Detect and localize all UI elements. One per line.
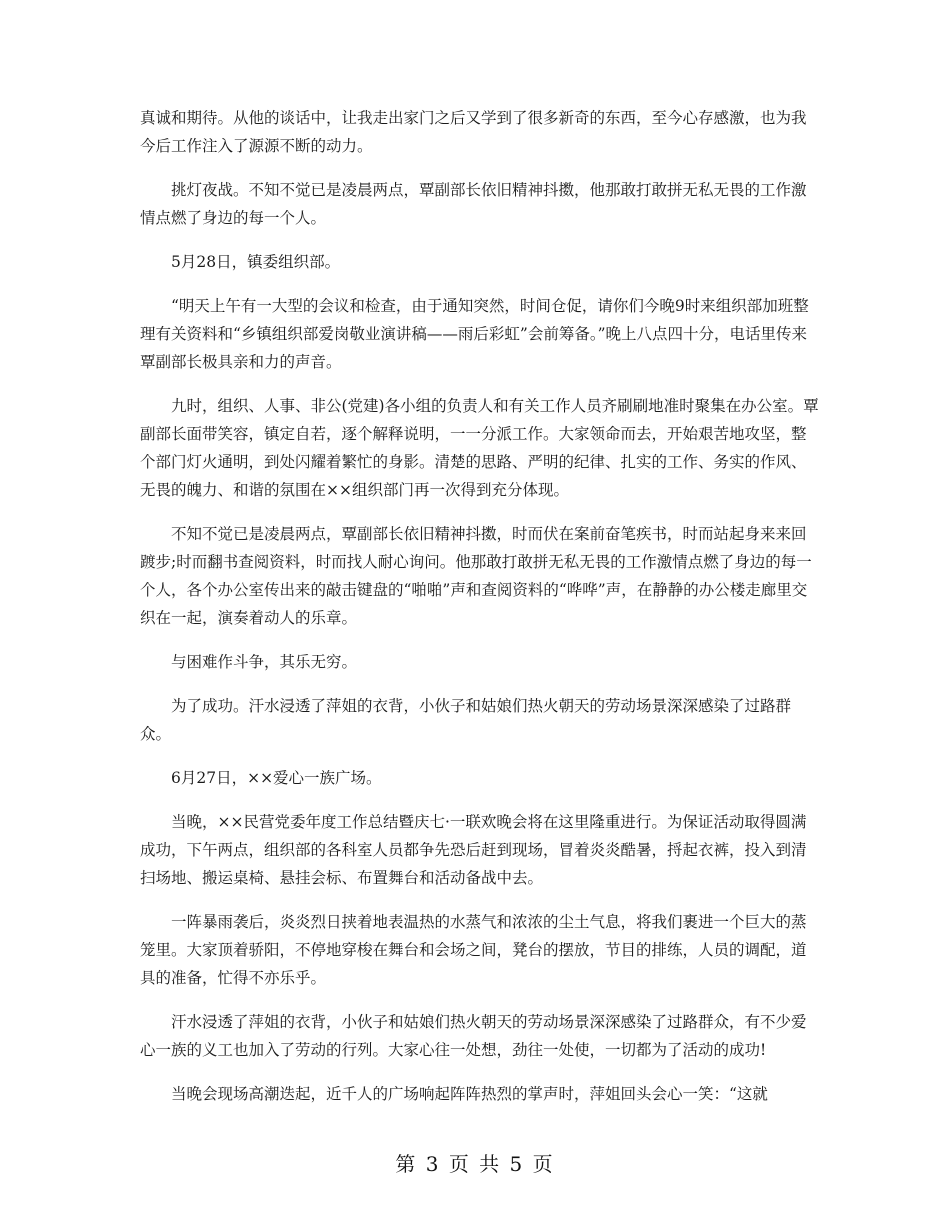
paragraph-11: 一阵暴雨袭后，炎炎烈日挟着地表温热的水蒸气和浓浓的尘土气息，将我们裹进一个巨大的蒸笼里。大家顶着骄阳，不停地穿梭在舞台和会场之间，凳台的摆放，节目的排练，人员的调配，道具的准备，忙得不亦乐乎。 — [140, 913, 807, 987]
paragraph-3: 5月28日，镇委组织部。 — [171, 253, 341, 271]
paragraph-13: 当晚会现场高潮迭起，近千人的广场响起阵阵热烈的掌声时，萍姐回头会心一笑：“这就 — [171, 1085, 768, 1103]
paragraph-10: 当晚，××民营党委年度工作总结暨庆七·一联欢晚会将在这里隆重进行。为保证活动取得圆满成功，下午两点，组织部的各科室人员都争先恐后赶到现场，冒着炎炎酷暑，捋起衣裤，投入到清扫场地、搬运桌椅、悬挂会标、布置舞台和活动备战中去。 — [140, 813, 807, 887]
paragraph-9: 6月27日，××爱心一族广场。 — [171, 769, 382, 787]
paragraph-12: 汗水浸透了萍姐的衣背，小伙子和姑娘们热火朝天的劳动场景深深感染了过路群众，有不少爱心一族的义工也加入了劳动的行列。大家心往一处想，劲往一处使，一切都为了活动的成功! — [140, 1013, 807, 1059]
paragraph-6: 不知不觉已是凌晨两点，覃副部长依旧精神抖擞，时而伏在案前奋笔疾书，时而站起身来来回踱步;时而翻书查阅资料，时而找人耐心询问。他那敢打敢拼无私无畏的工作激情点燃了身边的每一个人，各个办公室传出来的敲击键盘的“啪啪”声和查阅资料的“哗哗”声，在静静的办公楼走廊里交织在一起，演奏着动人的乐章。 — [140, 525, 812, 627]
paragraph-1: 真诚和期待。从他的谈话中，让我走出家门之后又学到了很多新奇的东西，至今心存感激，也为我今后工作注入了源源不断的动力。 — [140, 109, 807, 155]
page-number-footer: 第 3 页 共 5 页 — [395, 1152, 555, 1176]
paragraph-5: 九时，组织、人事、非公(党建)各小组的负责人和有关工作人员齐刷刷地准时聚集在办公室。覃副部长面带笑容，镇定自若，逐个解释说明，一一分派工作。大家领命而去，开始艰苦地攻坚，整个部门灯火通明，到处闪耀着繁忙的身影。清楚的思路、严明的纪律、扎实的工作、务实的作风、无畏的魄力、和谐的氛围在××组织部门再一次得到充分体现。 — [140, 397, 819, 499]
paragraph-4: “明天上午有一大型的会议和检查，由于通知突然，时间仓促，请你们今晚9时来组织部加班整理有关资料和“乡镇组织部爱岗敬业演讲稿——雨后彩虹”会前筹备。”晚上八点四十分，电话里传来覃副部长极具亲和力的声音。 — [140, 297, 809, 371]
paragraph-7: 与困难作斗争，其乐无穷。 — [171, 653, 358, 671]
paragraph-2: 挑灯夜战。不知不觉已是凌晨两点，覃副部长依旧精神抖擞，他那敢打敢拼无私无畏的工作激情点燃了身边的每一个人。 — [140, 181, 807, 227]
document-body — [140, 104, 820, 1124]
paragraph-8: 为了成功。汗水浸透了萍姐的衣背，小伙子和姑娘们热火朝天的劳动场景深深感染了过路群众。 — [140, 697, 792, 743]
